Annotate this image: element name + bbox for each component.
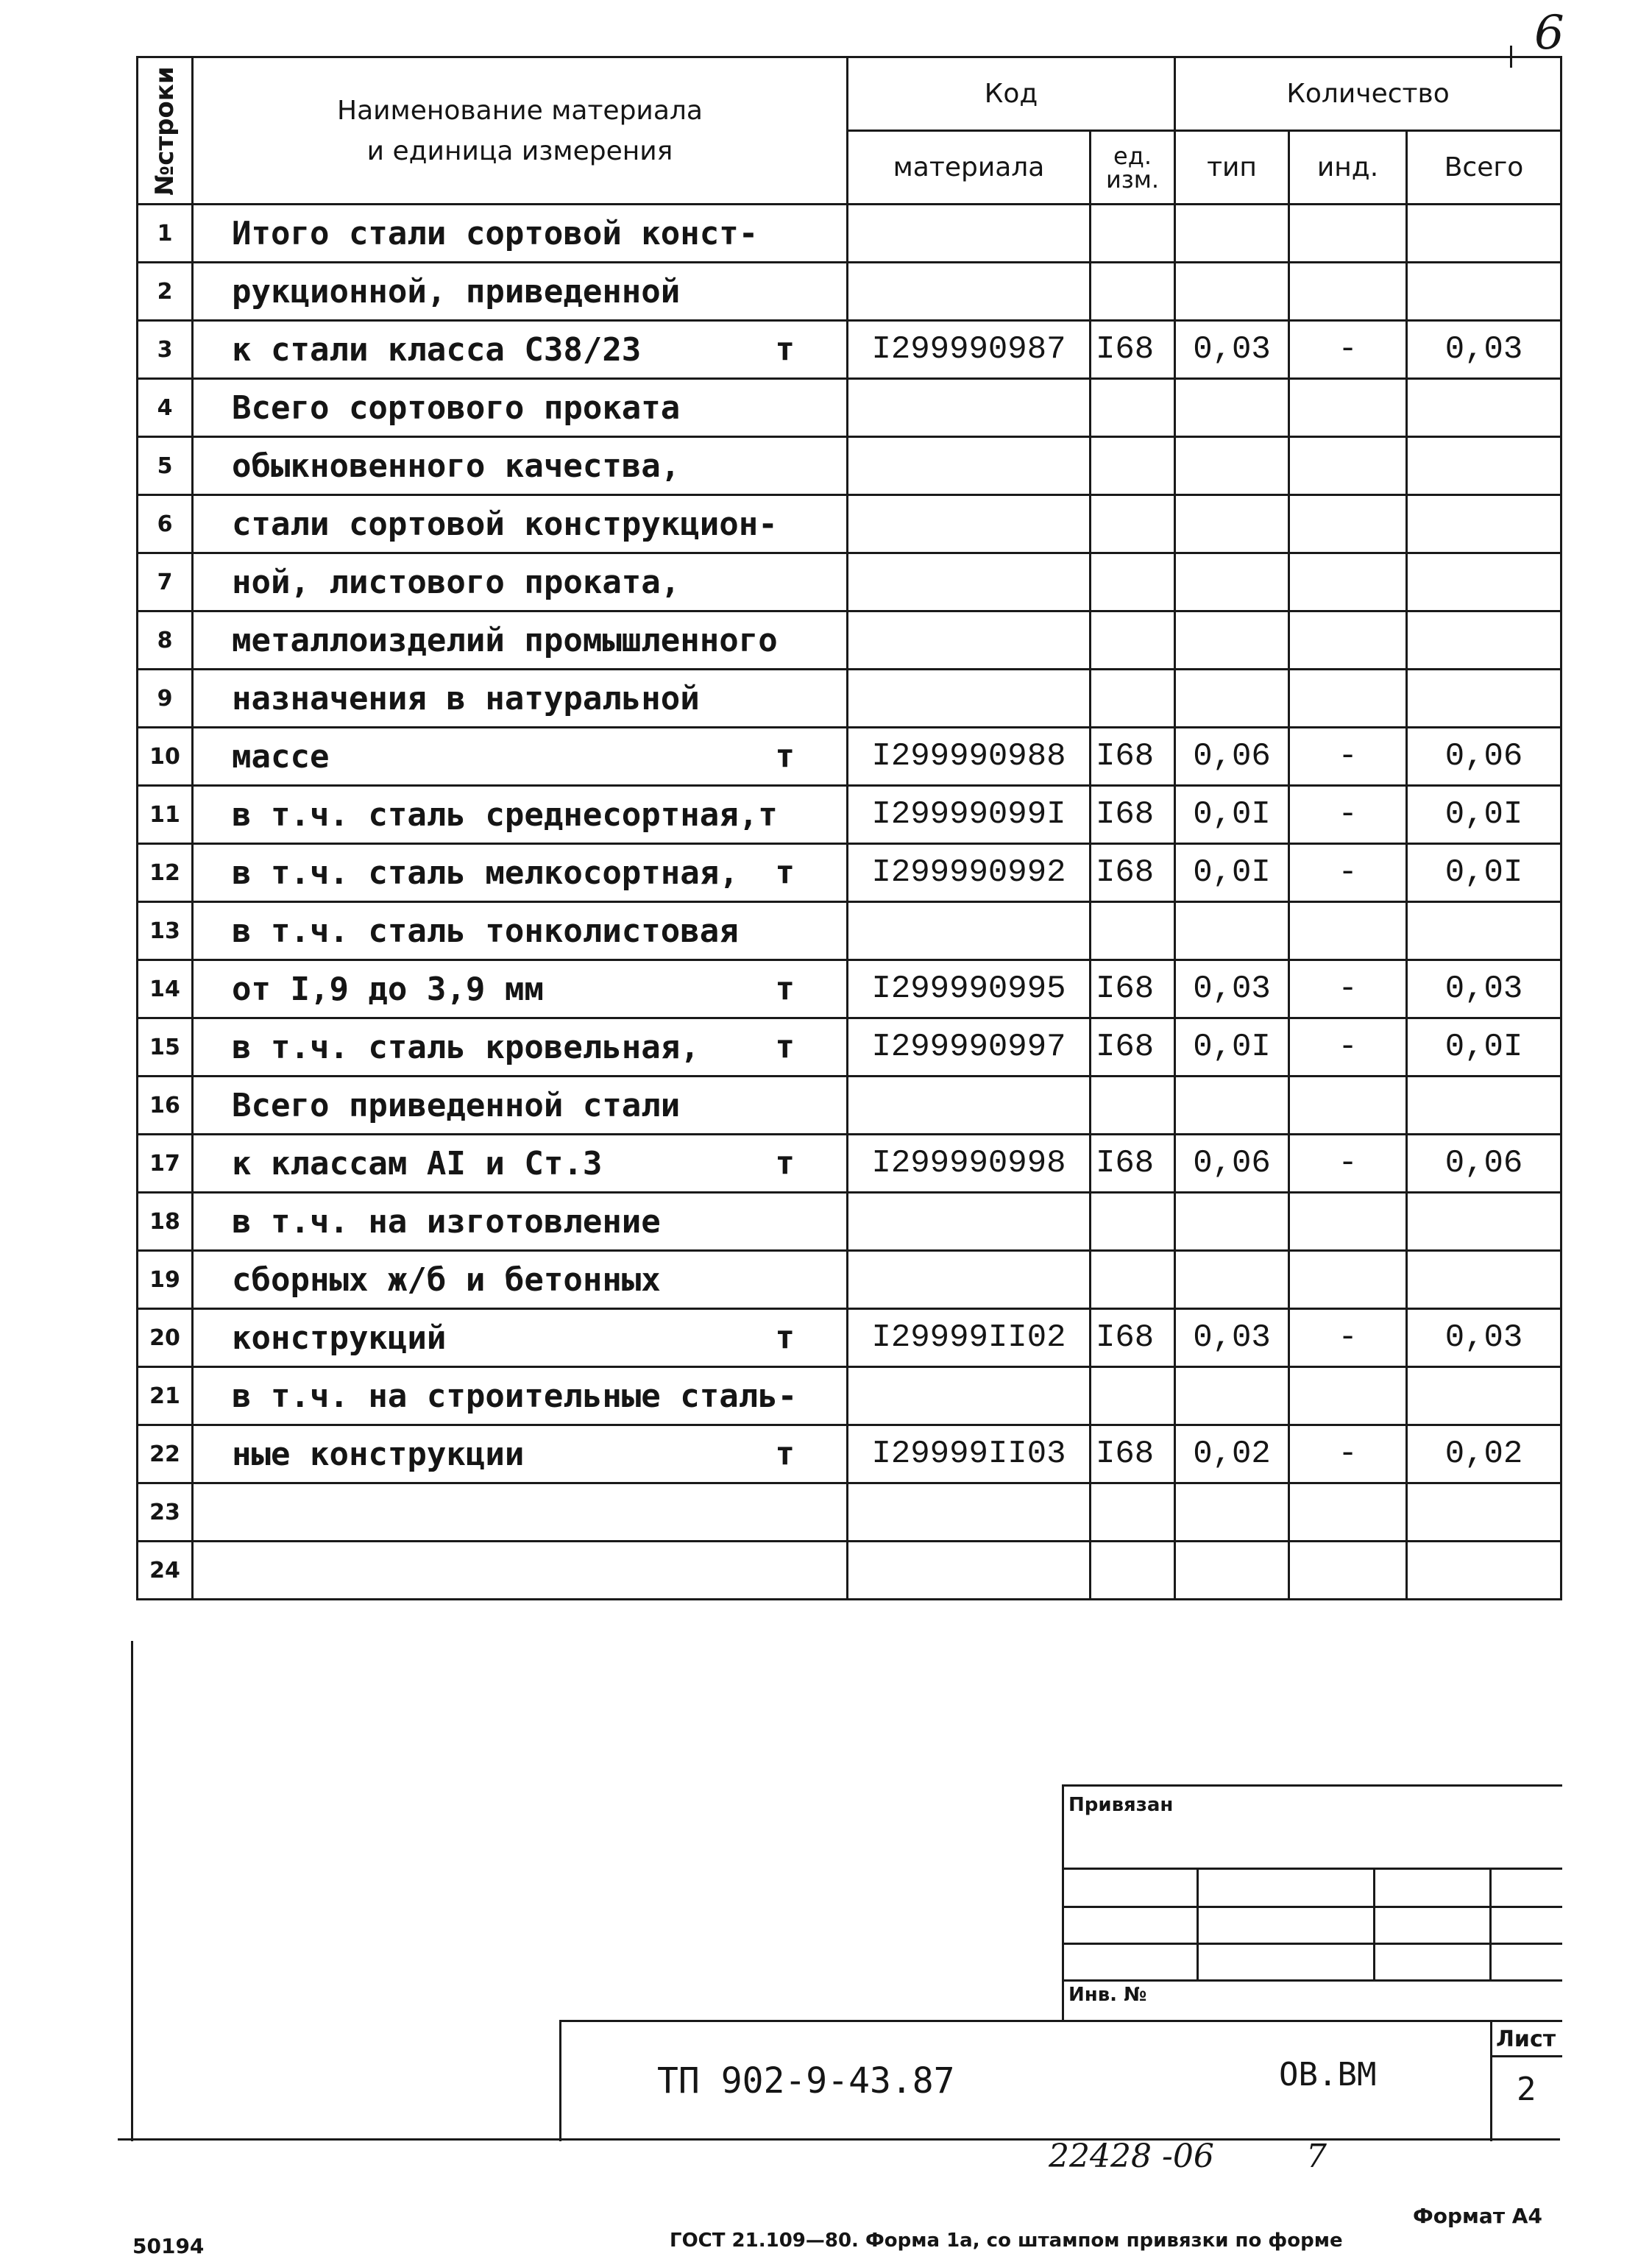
row-description: сборных ж/б и бетонных — [193, 1251, 848, 1309]
row-description-text: к стали класса С38/23 — [232, 330, 642, 369]
row-number: 18 — [138, 1193, 193, 1251]
row-qty-type: 0,06 — [1175, 728, 1289, 786]
row-description: в т.ч. на изготовление — [193, 1193, 848, 1251]
row-description-text: массе — [232, 737, 330, 776]
row-qty-ind — [1289, 1077, 1407, 1135]
row-description-text: конструкций — [232, 1319, 447, 1357]
row-description: обыкновенного качества, — [193, 437, 848, 495]
row-description: Всего приведенной стали — [193, 1077, 848, 1135]
stamp-hline-2 — [1064, 1906, 1562, 1908]
row-number: 19 — [138, 1251, 193, 1309]
row-qty-type — [1175, 495, 1289, 553]
row-qty-total: 0,02 — [1407, 1425, 1561, 1483]
row-qty-type — [1175, 670, 1289, 728]
row-unit-code: I68 — [1091, 1135, 1175, 1193]
row-unit-code: I68 — [1091, 844, 1175, 902]
row-material-code: I299990992 — [848, 844, 1091, 902]
row-qty-ind: - — [1289, 786, 1407, 844]
row-unit-code — [1091, 670, 1175, 728]
table-row — [138, 1077, 1561, 1135]
row-material-code: I299990997 — [848, 1018, 1091, 1077]
privyazan-label: Привязан — [1068, 1794, 1174, 1816]
name-header — [193, 57, 848, 205]
row-qty-total — [1407, 553, 1561, 611]
row-qty-ind — [1289, 1542, 1407, 1600]
stamp-hline-3 — [1064, 1943, 1562, 1945]
row-unit-code: I68 — [1091, 1425, 1175, 1483]
row-material-code: I29999099I — [848, 786, 1091, 844]
row-material-code — [848, 263, 1091, 321]
row-unit-code: I68 — [1091, 960, 1175, 1018]
row-qty-type — [1175, 902, 1289, 960]
row-qty-total — [1407, 1483, 1561, 1542]
row-qty-type — [1175, 611, 1289, 670]
row-description-text: в т.ч. сталь мелкосортная, — [232, 854, 739, 892]
row-material-code — [848, 437, 1091, 495]
sheet-label: Лист — [1496, 2026, 1556, 2052]
bottom-left-number: 50194 — [132, 2234, 205, 2258]
row-qty-ind: - — [1289, 960, 1407, 1018]
row-description — [193, 960, 848, 1018]
row-qty-type — [1175, 1483, 1289, 1542]
row-qty-total: 0,0I — [1407, 1018, 1561, 1077]
table-row — [138, 960, 1561, 1018]
row-material-code — [848, 205, 1091, 263]
qty-group-header: Количество — [1175, 57, 1561, 131]
row-unit: т — [775, 1435, 795, 1473]
row-qty-type — [1175, 379, 1289, 437]
row-unit-code: I68 — [1091, 321, 1175, 379]
row-material-code: I299990987 — [848, 321, 1091, 379]
row-qty-ind — [1289, 263, 1407, 321]
table-row — [138, 437, 1561, 495]
table-row — [138, 786, 1561, 844]
row-material-code — [848, 1077, 1091, 1135]
row-description — [193, 321, 848, 379]
doc-mark: ОВ.ВМ — [1279, 2056, 1377, 2093]
row-material-code: I299990995 — [848, 960, 1091, 1018]
row-number: 21 — [138, 1367, 193, 1425]
row-material-code — [848, 1542, 1091, 1600]
rownum-header: №строки — [138, 57, 193, 205]
row-description — [193, 728, 848, 786]
qty-ind-header: инд. — [1289, 131, 1407, 205]
row-number: 13 — [138, 902, 193, 960]
row-qty-ind — [1289, 611, 1407, 670]
row-qty-total — [1407, 263, 1561, 321]
row-material-code: I299990998 — [848, 1135, 1091, 1193]
row-unit: т — [775, 970, 795, 1008]
stamp-vline-1 — [1197, 1868, 1199, 1982]
row-description: в т.ч. на строительные сталь- — [193, 1367, 848, 1425]
row-number: 5 — [138, 437, 193, 495]
table-row — [138, 844, 1561, 902]
row-qty-total: 0,03 — [1407, 321, 1561, 379]
row-qty-ind: - — [1289, 1135, 1407, 1193]
name-header-line1: Наименование материала — [337, 95, 703, 126]
row-unit-code — [1091, 1367, 1175, 1425]
row-description: Итого стали сортовой конст- — [193, 205, 848, 263]
row-unit: т — [775, 1144, 795, 1182]
table-row — [138, 1425, 1561, 1483]
row-qty-type — [1175, 553, 1289, 611]
row-qty-ind: - — [1289, 1309, 1407, 1367]
row-qty-ind: - — [1289, 321, 1407, 379]
row-qty-ind: - — [1289, 844, 1407, 902]
row-qty-type — [1175, 1251, 1289, 1309]
row-qty-total — [1407, 379, 1561, 437]
row-unit-code — [1091, 611, 1175, 670]
row-qty-type: 0,03 — [1175, 960, 1289, 1018]
row-qty-total — [1407, 1193, 1561, 1251]
row-qty-total — [1407, 611, 1561, 670]
row-unit-code — [1091, 379, 1175, 437]
row-qty-type — [1175, 1367, 1289, 1425]
row-qty-total — [1407, 902, 1561, 960]
handwritten-note: 22428 -06 — [1049, 2138, 1214, 2175]
row-number: 14 — [138, 960, 193, 1018]
row-qty-ind — [1289, 1193, 1407, 1251]
table-row — [138, 1542, 1561, 1600]
row-qty-type — [1175, 1542, 1289, 1600]
row-unit-code — [1091, 1077, 1175, 1135]
row-qty-ind: - — [1289, 1425, 1407, 1483]
row-qty-total — [1407, 1542, 1561, 1600]
row-description-text: к классам AI и Ст.3 — [232, 1144, 603, 1182]
row-unit: т — [775, 737, 795, 776]
row-description — [193, 1309, 848, 1367]
row-number: 9 — [138, 670, 193, 728]
row-number: 12 — [138, 844, 193, 902]
title-vline — [1490, 2022, 1492, 2141]
row-description-text: ные конструкции — [232, 1435, 525, 1473]
row-description: металлоизделий промышленного — [193, 611, 848, 670]
table-row — [138, 670, 1561, 728]
row-description: назначения в натуральной — [193, 670, 848, 728]
row-description — [193, 1135, 848, 1193]
row-description: в т.ч. сталь среднесортная,т — [193, 786, 848, 844]
format-label: Формат А4 — [1413, 2204, 1542, 2228]
row-number: 1 — [138, 205, 193, 263]
table-row — [138, 379, 1561, 437]
table-row — [138, 1309, 1561, 1367]
row-description: Всего сортового проката — [193, 379, 848, 437]
table-row — [138, 263, 1561, 321]
row-unit-code: I68 — [1091, 1018, 1175, 1077]
stamp-vline-2 — [1373, 1868, 1375, 1982]
row-qty-ind — [1289, 495, 1407, 553]
row-qty-total: 0,03 — [1407, 1309, 1561, 1367]
row-description — [193, 1018, 848, 1077]
row-material-code — [848, 1367, 1091, 1425]
row-qty-total — [1407, 1251, 1561, 1309]
stamp-hline-1 — [1064, 1868, 1562, 1870]
row-material-code — [848, 670, 1091, 728]
row-qty-type — [1175, 205, 1289, 263]
row-qty-total: 0,0I — [1407, 844, 1561, 902]
row-qty-ind: - — [1289, 1018, 1407, 1077]
table-row — [138, 1193, 1561, 1251]
row-description — [193, 1542, 848, 1600]
row-unit-code — [1091, 1542, 1175, 1600]
table-row — [138, 495, 1561, 553]
row-unit: т — [775, 330, 795, 369]
row-material-code — [848, 1251, 1091, 1309]
row-qty-total — [1407, 205, 1561, 263]
row-number: 10 — [138, 728, 193, 786]
row-description: ной, листового проката, — [193, 553, 848, 611]
row-unit: т — [775, 1028, 795, 1066]
table-row — [138, 205, 1561, 263]
frame-left-line — [131, 1641, 133, 2141]
row-number: 11 — [138, 786, 193, 844]
row-qty-type: 0,0I — [1175, 786, 1289, 844]
row-number: 24 — [138, 1542, 193, 1600]
row-description — [193, 844, 848, 902]
row-qty-ind — [1289, 670, 1407, 728]
row-qty-total: 0,06 — [1407, 728, 1561, 786]
row-qty-ind — [1289, 902, 1407, 960]
table-body — [138, 205, 1561, 1600]
row-material-code — [848, 553, 1091, 611]
row-unit-code — [1091, 437, 1175, 495]
row-qty-total: 0,0I — [1407, 786, 1561, 844]
row-qty-ind — [1289, 553, 1407, 611]
table-row — [138, 611, 1561, 670]
row-qty-ind — [1289, 379, 1407, 437]
table-row — [138, 1251, 1561, 1309]
row-qty-ind — [1289, 1367, 1407, 1425]
row-qty-type: 0,0I — [1175, 844, 1289, 902]
row-qty-total: 0,06 — [1407, 1135, 1561, 1193]
row-number: 20 — [138, 1309, 193, 1367]
row-number: 23 — [138, 1483, 193, 1542]
row-qty-ind — [1289, 1483, 1407, 1542]
row-qty-type — [1175, 263, 1289, 321]
code-material-header: материала — [848, 131, 1091, 205]
table-row — [138, 553, 1561, 611]
row-unit-code: I68 — [1091, 728, 1175, 786]
row-material-code — [848, 495, 1091, 553]
stamp-hline-4 — [1064, 1979, 1562, 1982]
row-qty-total — [1407, 1077, 1561, 1135]
row-qty-total — [1407, 437, 1561, 495]
row-qty-type: 0,02 — [1175, 1425, 1289, 1483]
row-number: 22 — [138, 1425, 193, 1483]
row-number: 6 — [138, 495, 193, 553]
table-row — [138, 728, 1561, 786]
row-description — [193, 1483, 848, 1542]
row-material-code — [848, 379, 1091, 437]
row-number: 15 — [138, 1018, 193, 1077]
title-block — [559, 2020, 1562, 2141]
row-number: 4 — [138, 379, 193, 437]
row-qty-type — [1175, 1077, 1289, 1135]
title-hline — [1490, 2055, 1562, 2057]
name-header-line2: и единица измерения — [366, 135, 673, 166]
row-number: 17 — [138, 1135, 193, 1193]
row-number: 2 — [138, 263, 193, 321]
table-row — [138, 902, 1561, 960]
code-group-header: Код — [848, 57, 1175, 131]
row-description — [193, 1425, 848, 1483]
row-qty-ind — [1289, 1251, 1407, 1309]
row-number: 16 — [138, 1077, 193, 1135]
row-unit-code — [1091, 902, 1175, 960]
row-qty-total — [1407, 670, 1561, 728]
row-qty-type — [1175, 437, 1289, 495]
corner-mark: 6 — [1534, 6, 1564, 60]
table-row — [138, 1018, 1561, 1077]
doc-code: ТП 902-9-43.87 — [657, 2060, 955, 2102]
row-material-code — [848, 1483, 1091, 1542]
row-unit-code — [1091, 263, 1175, 321]
gost-note: ГОСТ 21.109—80. Форма 1а, со штампом привязки по форме — [670, 2230, 1343, 2252]
row-qty-total — [1407, 495, 1561, 553]
row-description: стали сортовой конструкцион- — [193, 495, 848, 553]
row-unit-code: I68 — [1091, 786, 1175, 844]
table-row — [138, 1135, 1561, 1193]
row-qty-type: 0,03 — [1175, 1309, 1289, 1367]
code-unit-header: ед. изм. — [1091, 131, 1175, 205]
row-material-code: I29999II03 — [848, 1425, 1091, 1483]
handwritten-number: 7 — [1306, 2138, 1327, 2175]
row-description: рукционной, приведенной — [193, 263, 848, 321]
row-qty-type: 0,06 — [1175, 1135, 1289, 1193]
row-number: 7 — [138, 553, 193, 611]
row-qty-total: 0,03 — [1407, 960, 1561, 1018]
row-unit: т — [775, 1319, 795, 1357]
row-unit-code: I68 — [1091, 1309, 1175, 1367]
materials-table — [136, 56, 1562, 1600]
row-number: 8 — [138, 611, 193, 670]
row-unit-code — [1091, 1251, 1175, 1309]
qty-total-header: Всего — [1407, 131, 1561, 205]
table-row — [138, 321, 1561, 379]
stamp-vline-3 — [1489, 1868, 1492, 1982]
row-description-text: в т.ч. сталь кровельная, — [232, 1028, 700, 1066]
row-unit-code — [1091, 1193, 1175, 1251]
row-number: 3 — [138, 321, 193, 379]
row-qty-ind — [1289, 205, 1407, 263]
row-unit-code — [1091, 553, 1175, 611]
row-material-code: I299990988 — [848, 728, 1091, 786]
row-qty-type — [1175, 1193, 1289, 1251]
row-description: в т.ч. сталь тонколистовая — [193, 902, 848, 960]
table-row — [138, 1367, 1561, 1425]
binding-stamp — [1062, 1784, 1562, 2022]
row-unit-code — [1091, 205, 1175, 263]
inv-no-label: Инв. № — [1068, 1984, 1147, 2006]
row-material-code — [848, 1193, 1091, 1251]
qty-type-header: тип — [1175, 131, 1289, 205]
row-qty-type: 0,03 — [1175, 321, 1289, 379]
row-material-code: I29999II02 — [848, 1309, 1091, 1367]
row-qty-total — [1407, 1367, 1561, 1425]
row-qty-type: 0,0I — [1175, 1018, 1289, 1077]
row-material-code — [848, 902, 1091, 960]
sheet-number: 2 — [1517, 2071, 1536, 2108]
row-unit-code — [1091, 495, 1175, 553]
row-description-text: от I,9 до 3,9 мм — [232, 970, 544, 1008]
table-row — [138, 1483, 1561, 1542]
row-material-code — [848, 611, 1091, 670]
row-unit-code — [1091, 1483, 1175, 1542]
row-qty-ind: - — [1289, 728, 1407, 786]
row-qty-ind — [1289, 437, 1407, 495]
row-unit: т — [775, 854, 795, 892]
